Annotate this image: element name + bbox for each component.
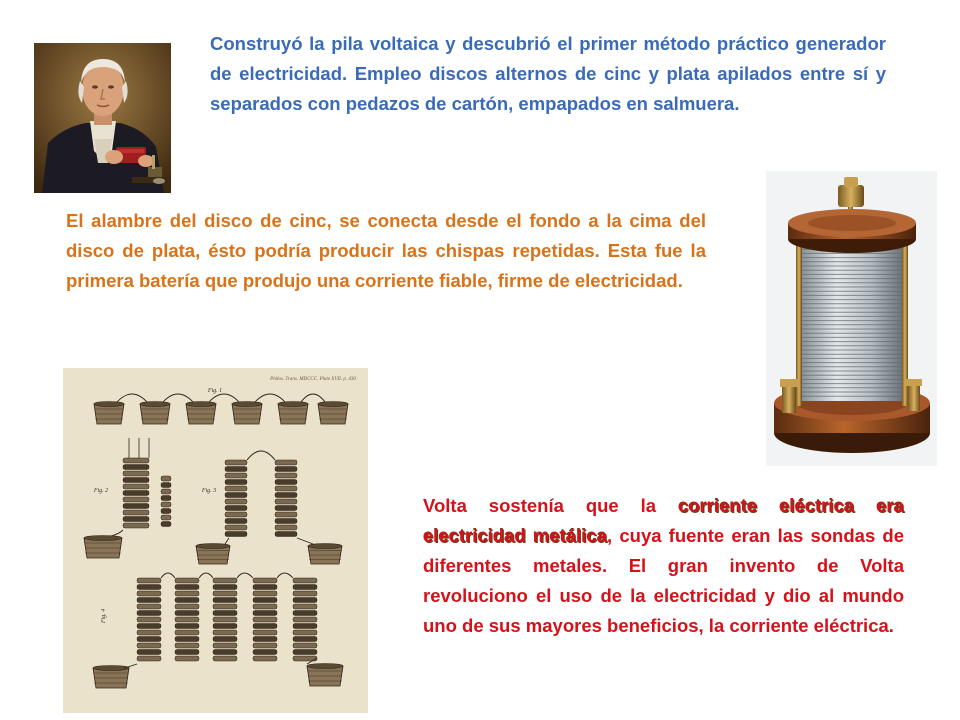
legacy-rest: , cuya fuente eran las sondas de diferentes metales. El gran invento de Volta revoluciono el uso de la electricidad y dio al mundo uno de sus mayores beneficios, la corriente eléctrica. [423, 525, 904, 636]
fig1-label: Fig. 1 [207, 388, 223, 394]
legacy-lead: Volta sostenía que la [423, 495, 679, 516]
fig3-label: Fig. 3 [201, 488, 217, 494]
volta-engraving-plate [63, 368, 368, 713]
volta-pile-description: Construyó la pila voltaica y descubrió el primer método práctico generador de electricidad. Empleo discos alternos de cinc y plata apilados entre sí y separados con pedazos de cartón, empapados en salmuera. [210, 33, 886, 114]
fig2-label: Fig. 2 [93, 488, 109, 494]
fig4-label: Fig. 4 [101, 608, 107, 624]
zinc-wire-description: El alambre del disco de cinc, se conecta desde el fondo a la cima del disco de plata, ésto podría producir las chispas repetidas. Esta fue la primera batería que produjo una corriente fiable, firme de electricidad. [66, 210, 706, 291]
volta-legacy-description [423, 491, 904, 641]
voltaic-pile-photo [766, 171, 937, 466]
plate-header: Philos. Trans. MDCCC. Plate XVII. p. 430 [270, 377, 356, 382]
volta-portrait [34, 43, 171, 193]
metallic-electricity-highlight: corriente eléctrica era electricidad metálica [423, 495, 905, 546]
